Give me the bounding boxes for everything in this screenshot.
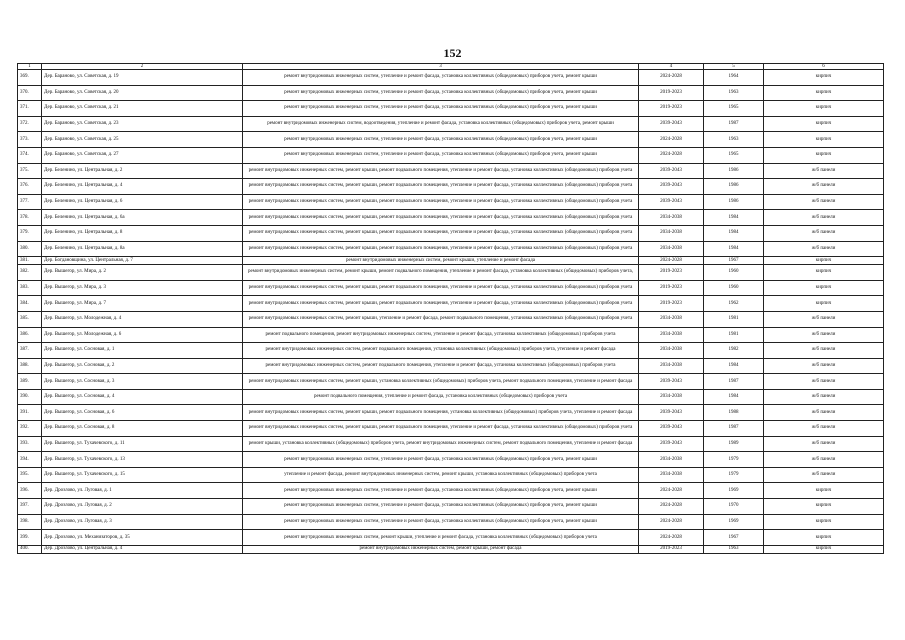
table-row <box>18 452 884 468</box>
works-cell: ремонт внутридомовых инженерных систем, утепление и ремонт фасада, установка коллективных (общедомовых) приборов учета, ремонт крыши <box>243 483 639 499</box>
works-cell: ремонт внутридомовых инженерных систем, ремонт крыши, ремонт подвального помещения, утепление и ремонт фасада, установка коллективных (общедомовых) приборов учета <box>243 163 639 179</box>
period-cell: 2039-2043 <box>639 436 704 452</box>
period-cell: 2019-2023 <box>639 265 704 281</box>
material-cell: ж/б панели <box>764 374 884 390</box>
row-number: 389. <box>18 374 42 390</box>
row-number: 381. <box>18 257 42 265</box>
address-cell: Дер. Вышегор, ул. Мира, д. 7 <box>42 296 243 312</box>
table-row <box>18 194 884 210</box>
column-header: 4 <box>639 64 704 70</box>
address-cell: Дер. Бараново, ул. Советская, д. 20 <box>42 85 243 101</box>
address-cell: Дер. Бараново, ул. Советская, д. 25 <box>42 132 243 148</box>
table-row <box>18 265 884 281</box>
address-cell: Дер. Бараново, ул. Советская, д. 27 <box>42 147 243 163</box>
period-cell: 2039-2043 <box>639 421 704 437</box>
year-cell: 1963 <box>704 132 764 148</box>
material-cell: ж/б панели <box>764 241 884 257</box>
works-cell: ремонт внутридомовых инженерных систем, ремонт крыши, ремонт подвального помещения, утепление и ремонт фасада, установка коллективных (общедомовых) приборов учета <box>243 225 639 241</box>
works-cell: ремонт внутридомовых инженерных систем, ремонт крыши, утепление и ремонт фасада, установка коллективных (общедомовых) приборов учета <box>243 530 639 546</box>
period-cell: 2024-2028 <box>639 147 704 163</box>
year-cell: 1963 <box>704 85 764 101</box>
works-cell: ремонт внутридомовых инженерных систем, ремонт крыши, ремонт подвального помещения, утепление и ремонт фасада, установка коллективных (общедомовых) приборов учета <box>243 179 639 195</box>
year-cell: 1981 <box>704 311 764 327</box>
table-row <box>18 116 884 132</box>
period-cell: 2039-2043 <box>639 405 704 421</box>
address-cell: Дер. Бараново, ул. Советская, д. 19 <box>42 70 243 86</box>
address-cell: Дер. Беленино, ул. Центральная, д. 8а <box>42 241 243 257</box>
period-cell: 2039-2043 <box>639 194 704 210</box>
row-number: 377. <box>18 194 42 210</box>
address-cell: Дер. Беленино, ул. Центральная, д. 6а <box>42 210 243 226</box>
period-cell: 2034-2038 <box>639 327 704 343</box>
year-cell: 1987 <box>704 421 764 437</box>
year-cell: 1989 <box>704 436 764 452</box>
page-number: 152 <box>443 46 462 60</box>
material-cell: кирпич <box>764 514 884 530</box>
address-cell: Дер. Вышегор, ул. Молодежная, д. 6 <box>42 327 243 343</box>
table-row <box>18 327 884 343</box>
table-row <box>18 163 884 179</box>
period-cell: 2024-2028 <box>639 530 704 546</box>
table-row <box>18 101 884 117</box>
table-row <box>18 296 884 312</box>
material-cell: кирпич <box>764 530 884 546</box>
material-cell: ж/б панели <box>764 436 884 452</box>
address-cell: Дер. Вышегор, ул. Сосновая, д. 8 <box>42 421 243 437</box>
housing-repair-table <box>17 63 884 554</box>
year-cell: 1965 <box>704 147 764 163</box>
column-header: 6 <box>764 64 884 70</box>
year-cell: 1963 <box>704 545 764 553</box>
table-row <box>18 405 884 421</box>
period-cell: 2024-2028 <box>639 483 704 499</box>
year-cell: 1984 <box>704 210 764 226</box>
material-cell: кирпич <box>764 132 884 148</box>
year-cell: 1965 <box>704 101 764 117</box>
works-cell: ремонт крыши, установка коллективных (общедомовых) приборов учета, ремонт внутридомовых инженерных систем, ремонт подвального помещения, утепление и ремонт фасада <box>243 436 639 452</box>
material-cell: ж/б панели <box>764 343 884 359</box>
year-cell: 1969 <box>704 514 764 530</box>
address-cell: Дер. Вышегор, ул. Сосновая, д. 4 <box>42 389 243 405</box>
table-row <box>18 545 884 553</box>
row-number: 394. <box>18 452 42 468</box>
row-number: 400. <box>18 545 42 553</box>
works-cell: ремонт внутридомовых инженерных систем, утепление и ремонт фасада, установка коллективных (общедомовых) приборов учета, ремонт крыши <box>243 101 639 117</box>
address-cell: Дер. Бараново, ул. Советская, д. 23 <box>42 116 243 132</box>
row-number: 374. <box>18 147 42 163</box>
table-row <box>18 280 884 296</box>
material-cell: ж/б панели <box>764 225 884 241</box>
material-cell: кирпич <box>764 70 884 86</box>
table-row <box>18 358 884 374</box>
material-cell: кирпич <box>764 116 884 132</box>
works-cell: ремонт внутридомовых инженерных систем, ремонт подвального помещения, установка коллективных (общедомовых) приборов учета, утепление и ремонт фасада <box>243 343 639 359</box>
period-cell: 2034-2038 <box>639 452 704 468</box>
row-number: 398. <box>18 514 42 530</box>
column-header: 5 <box>704 64 764 70</box>
works-cell: ремонт внутридомовых инженерных систем, ремонт крыши, ремонт подвального помещения, утепление и ремонт фасада, установка коллективных (общедомовых) приборов учета <box>243 194 639 210</box>
row-number: 373. <box>18 132 42 148</box>
address-cell: Дер. Беленино, ул. Центральная, д. 2 <box>42 163 243 179</box>
works-cell: ремонт внутридомовых инженерных систем, утепление и ремонт фасада, установка коллективных (общедомовых) приборов учета, ремонт крыши <box>243 452 639 468</box>
address-cell: Дер. Дрозлово, ул. Луговая, д. 3 <box>42 514 243 530</box>
material-cell: ж/б панели <box>764 194 884 210</box>
material-cell: ж/б панели <box>764 210 884 226</box>
year-cell: 1986 <box>704 179 764 195</box>
works-cell: ремонт внутридомовых инженерных систем, утепление и ремонт фасада, установка коллективных (общедомовых) приборов учета, ремонт крыши <box>243 132 639 148</box>
table-row <box>18 374 884 390</box>
works-cell: ремонт внутридомовых инженерных систем, ремонт крыши, ремонт подвального помещения, установка коллективных (общедомовых) приборов учета, утепление и ремонт фасада <box>243 405 639 421</box>
address-cell: Дер. Вышегор, ул. Тухачевского, д. 13 <box>42 452 243 468</box>
row-number: 393. <box>18 436 42 452</box>
period-cell: 2034-2038 <box>639 311 704 327</box>
material-cell: кирпич <box>764 265 884 281</box>
material-cell: ж/б панели <box>764 179 884 195</box>
address-cell: Дер. Вышегор, ул. Тухачевского, д. 15 <box>42 467 243 483</box>
period-cell: 2039-2043 <box>639 116 704 132</box>
works-cell: ремонт внутридомовых инженерных систем, утепление и ремонт фасада, установка коллективных (общедомовых) приборов учета, ремонт крыши <box>243 147 639 163</box>
works-cell: ремонт подвального помещения, ремонт внутридомовых инженерных систем, утепление и ремонт фасада, установка коллективных (общедомовых) приборов учета <box>243 327 639 343</box>
address-cell: Дер. Дрозлово, ул. Луговая, д. 1 <box>42 483 243 499</box>
material-cell: кирпич <box>764 483 884 499</box>
address-cell: Дер. Вышегор, ул. Мира, д. 2 <box>42 265 243 281</box>
period-cell: 2034-2038 <box>639 389 704 405</box>
period-cell: 2019-2023 <box>639 85 704 101</box>
material-cell: кирпич <box>764 545 884 553</box>
year-cell: 1979 <box>704 452 764 468</box>
works-cell: ремонт внутридомовых инженерных систем, ремонт крыши, установка коллективных (общедомовых) приборов учета, ремонт подвального помещения, утепление и ремонт фасада <box>243 374 639 390</box>
year-cell: 1970 <box>704 499 764 515</box>
row-number: 387. <box>18 343 42 359</box>
row-number: 376. <box>18 179 42 195</box>
address-cell: Дер. Вышегор, ул. Сосновая, д. 6 <box>42 405 243 421</box>
address-cell: Дер. Дрозлово, ул. Механизаторов, д. 35 <box>42 530 243 546</box>
table-row <box>18 257 884 265</box>
material-cell: ж/б панели <box>764 311 884 327</box>
table-row <box>18 85 884 101</box>
address-cell: Дер. Вышегор, ул. Мира, д. 3 <box>42 280 243 296</box>
works-cell: ремонт внутридомовых инженерных систем, утепление и ремонт фасада, установка коллективных (общедомовых) приборов учета, ремонт крыши <box>243 70 639 86</box>
material-cell: кирпич <box>764 147 884 163</box>
address-cell: Дер. Вышегор, ул. Сосновая, д. 2 <box>42 358 243 374</box>
address-cell: Дер. Беленино, ул. Центральная, д. 8 <box>42 225 243 241</box>
row-number: 380. <box>18 241 42 257</box>
row-number: 375. <box>18 163 42 179</box>
year-cell: 1962 <box>704 296 764 312</box>
year-cell: 1969 <box>704 483 764 499</box>
material-cell: кирпич <box>764 296 884 312</box>
period-cell: 2024-2028 <box>639 514 704 530</box>
table-row <box>18 421 884 437</box>
table-row <box>18 389 884 405</box>
works-cell: ремонт внутридомовых инженерных систем, ремонт крыши, утепление и ремонт фасада <box>243 257 639 265</box>
address-cell: Дер. Дрозлово, ул. Луговая, д. 2 <box>42 499 243 515</box>
table-row <box>18 467 884 483</box>
material-cell: ж/б панели <box>764 405 884 421</box>
works-cell: ремонт внутридомовых инженерных систем, ремонт подвального помещения, утепление и ремонт фасада, установка коллективных (общедомовых) приборов учета <box>243 358 639 374</box>
works-cell: ремонт внутридомовых инженерных систем, ремонт крыши, утепление и ремонт фасада, ремонт подвального помещения, установка коллективных (общедомовых) приборов учета <box>243 311 639 327</box>
table-row <box>18 311 884 327</box>
column-header: 3 <box>243 64 639 70</box>
address-cell: Дер. Вышегор, ул. Сосновая, д. 3 <box>42 374 243 390</box>
works-cell: ремонт внутридомовых инженерных систем, утепление и ремонт фасада, установка коллективных (общедомовых) приборов учета, ремонт крыши <box>243 514 639 530</box>
works-cell: ремонт внутридомовых инженерных систем, утепление и ремонт фасада, установка коллективных (общедомовых) приборов учета, ремонт крыши <box>243 499 639 515</box>
table-row <box>18 225 884 241</box>
year-cell: 1986 <box>704 194 764 210</box>
column-header: 2 <box>42 64 243 70</box>
period-cell: 2024-2028 <box>639 132 704 148</box>
period-cell: 2024-2028 <box>639 499 704 515</box>
address-cell: Дер. Дрозлово, ул. Центральная, д. 4 <box>42 545 243 553</box>
works-cell: ремонт внутридомовых инженерных систем, ремонт крыши, ремонт подвального помещения, утепление и ремонт фасада, установка коллективных (общедомовых) приборов учета <box>243 210 639 226</box>
year-cell: 1988 <box>704 405 764 421</box>
material-cell: ж/б панели <box>764 163 884 179</box>
period-cell: 2024-2028 <box>639 257 704 265</box>
period-cell: 2019-2023 <box>639 101 704 117</box>
table-row <box>18 241 884 257</box>
period-cell: 2034-2038 <box>639 467 704 483</box>
works-cell: ремонт внутридомовых инженерных систем, ремонт крыши, ремонт подвального помещения, утепление и ремонт фасада, установка коллективных (общедомовых) приборов учета, <box>243 265 639 281</box>
period-cell: 2024-2028 <box>639 70 704 86</box>
year-cell: 1984 <box>704 241 764 257</box>
row-number: 385. <box>18 311 42 327</box>
row-number: 395. <box>18 467 42 483</box>
works-cell: ремонт подвального помещения, утепление и ремонт фасада, установка коллективных (общедомовых) приборов учета <box>243 389 639 405</box>
table-row <box>18 514 884 530</box>
column-header: 1 <box>18 64 42 70</box>
material-cell: кирпич <box>764 280 884 296</box>
address-cell: Дер. Беленино, ул. Центральная, д. 6 <box>42 194 243 210</box>
table-row <box>18 132 884 148</box>
table-row <box>18 530 884 546</box>
material-cell: ж/б панели <box>764 467 884 483</box>
works-cell: ремонт внутридомовых инженерных систем, ремонт крыши, ремонт подвального помещения, утепление и ремонт фасада, установка коллективных (общедомовых) приборов учета <box>243 280 639 296</box>
works-cell: утепление и ремонт фасада, ремонт внутридомовых инженерных систем, ремонт крыши, установка коллективных (общедомовых) приборов учета <box>243 467 639 483</box>
table-row <box>18 210 884 226</box>
table-row <box>18 483 884 499</box>
table-row <box>18 70 884 86</box>
row-number: 384. <box>18 296 42 312</box>
row-number: 383. <box>18 280 42 296</box>
works-cell: ремонт внутридомовых инженерных систем, ремонт крыши, ремонт подвального помещения, утепление и ремонт фасада, установка коллективных (общедомовых) приборов учета <box>243 421 639 437</box>
address-cell: Дер. Беленино, ул. Центральная, д. 4 <box>42 179 243 195</box>
material-cell: ж/б панели <box>764 452 884 468</box>
row-number: 388. <box>18 358 42 374</box>
period-cell: 2034-2038 <box>639 343 704 359</box>
row-number: 399. <box>18 530 42 546</box>
material-cell: кирпич <box>764 85 884 101</box>
period-cell: 2019-2023 <box>639 296 704 312</box>
year-cell: 1984 <box>704 389 764 405</box>
year-cell: 1982 <box>704 343 764 359</box>
table-row <box>18 499 884 515</box>
row-number: 391. <box>18 405 42 421</box>
row-number: 397. <box>18 499 42 515</box>
table-row <box>18 436 884 452</box>
material-cell: ж/б панели <box>764 358 884 374</box>
material-cell: кирпич <box>764 257 884 265</box>
year-cell: 1984 <box>704 358 764 374</box>
year-cell: 1987 <box>704 374 764 390</box>
row-number: 392. <box>18 421 42 437</box>
material-cell: ж/б панели <box>764 389 884 405</box>
year-cell: 1984 <box>704 225 764 241</box>
works-cell: ремонт внутридомовых инженерных систем, ремонт крыши, ремонт фасада <box>243 545 639 553</box>
row-number: 386. <box>18 327 42 343</box>
works-cell: ремонт внутридомовых инженерных систем, водоотведения, утепление и ремонт фасада, установка коллективных (общедомовых) приборов учета, ремонт крыши <box>243 116 639 132</box>
year-cell: 1986 <box>704 163 764 179</box>
period-cell: 2039-2043 <box>639 374 704 390</box>
material-cell: кирпич <box>764 499 884 515</box>
row-number: 396. <box>18 483 42 499</box>
table-row <box>18 343 884 359</box>
address-cell: Дер. Бараново, ул. Советская, д. 21 <box>42 101 243 117</box>
table-row <box>18 147 884 163</box>
material-cell: ж/б панели <box>764 327 884 343</box>
row-number: 372. <box>18 116 42 132</box>
year-cell: 1964 <box>704 70 764 86</box>
year-cell: 1981 <box>704 327 764 343</box>
row-number: 371. <box>18 101 42 117</box>
address-cell: Дер. Вышегор, ул. Тухачевского, д. 11 <box>42 436 243 452</box>
year-cell: 1960 <box>704 265 764 281</box>
period-cell: 2039-2043 <box>639 179 704 195</box>
address-cell: Дер. Вышегор, ул. Сосновая, д. 1 <box>42 343 243 359</box>
works-cell: ремонт внутридомовых инженерных систем, ремонт крыши, ремонт подвального помещения, утепление и ремонт фасада, установка коллективных (общедомовых) приборов учета <box>243 296 639 312</box>
period-cell: 2019-2023 <box>639 545 704 553</box>
table-row <box>18 179 884 195</box>
address-cell: Дер. Вышегор, ул. Молодежная, д. 4 <box>42 311 243 327</box>
period-cell: 2034-2038 <box>639 210 704 226</box>
row-number: 378. <box>18 210 42 226</box>
period-cell: 2034-2038 <box>639 241 704 257</box>
row-number: 390. <box>18 389 42 405</box>
material-cell: кирпич <box>764 101 884 117</box>
works-cell: ремонт внутридомовых инженерных систем, утепление и ремонт фасада, установка коллективных (общедомовых) приборов учета, ремонт крыши <box>243 85 639 101</box>
year-cell: 1967 <box>704 530 764 546</box>
period-cell: 2039-2043 <box>639 163 704 179</box>
address-cell: Дер. Богдановщина, ул. Центральная, д. 7 <box>42 257 243 265</box>
year-cell: 1979 <box>704 467 764 483</box>
row-number: 369. <box>18 70 42 86</box>
row-number: 382. <box>18 265 42 281</box>
period-cell: 2034-2038 <box>639 358 704 374</box>
row-number: 379. <box>18 225 42 241</box>
period-cell: 2019-2023 <box>639 280 704 296</box>
works-cell: ремонт внутридомовых инженерных систем, ремонт крыши, ремонт подвального помещения, утепление и ремонт фасада, установка коллективных (общедомовых) приборов учета <box>243 241 639 257</box>
year-cell: 1960 <box>704 280 764 296</box>
table-body <box>18 64 884 554</box>
year-cell: 1987 <box>704 116 764 132</box>
row-number: 370. <box>18 85 42 101</box>
year-cell: 1967 <box>704 257 764 265</box>
material-cell: ж/б панели <box>764 421 884 437</box>
period-cell: 2034-2038 <box>639 225 704 241</box>
